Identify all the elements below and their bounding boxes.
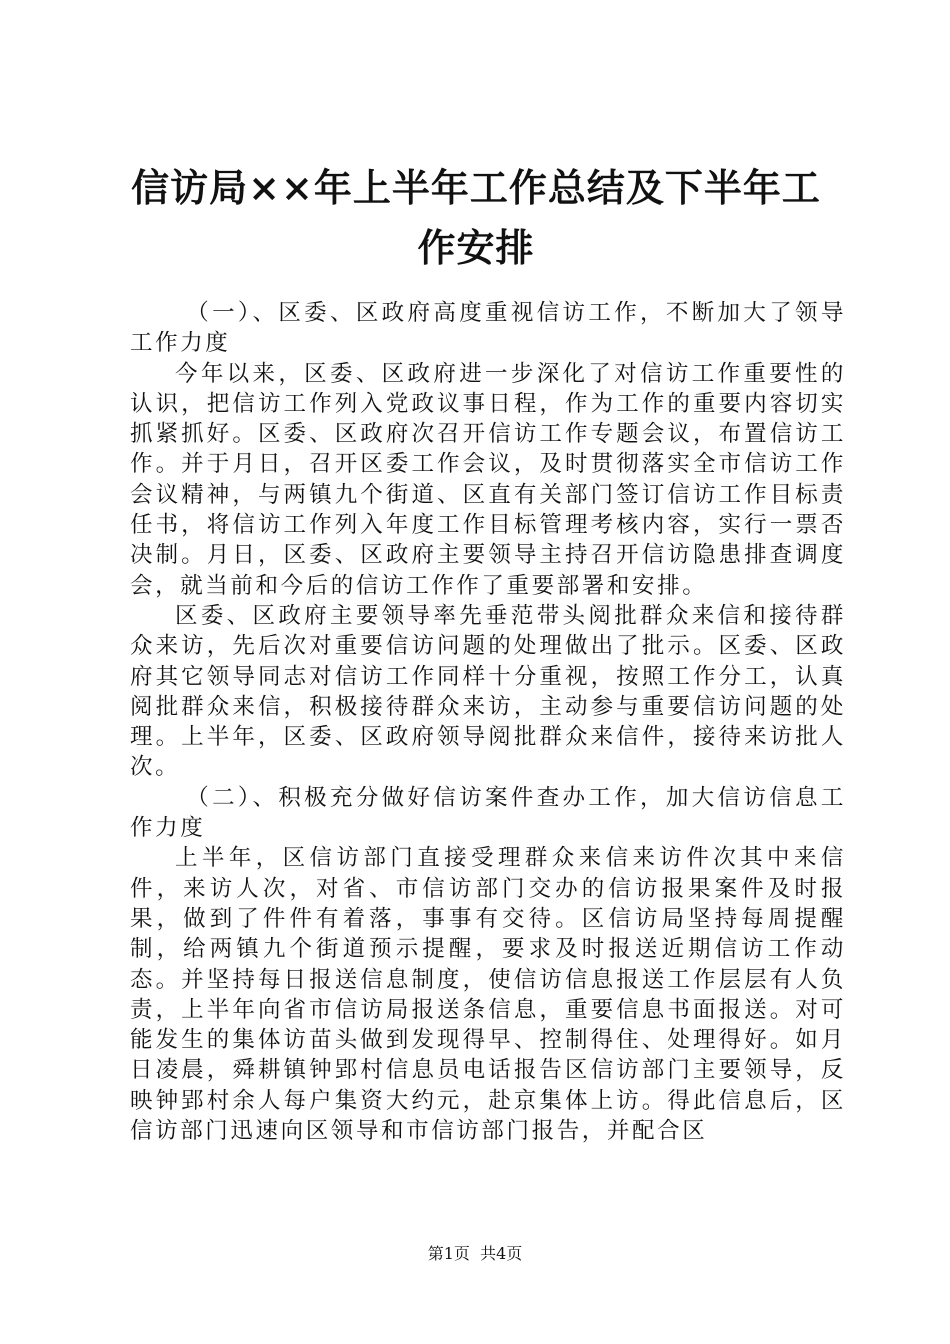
section-heading-1: （一）、区委、区政府高度重视信访工作，不断加大了领导工作力度 — [130, 300, 846, 357]
document-title: 信访局××年上半年工作总结及下半年工作安排 — [131, 165, 821, 270]
paragraph-1: 今年以来，区委、区政府进一步深化了对信访工作重要性的认识，把信访工作列入党政议事日程，作为工作的重要内容切实抓紧抓好。区委、区政府次召开信访工作专题会议，布置信访工作。并于月日，召开区委工作会议，及时贯彻落实全市信访工作会议精神，与两镇九个街道、区直有关部门签订信访工作目标责任书，将信访工作列入年度工作目标管理考核内容，实行一票否决制。月日，区委、区政府主要领导主持召开信访隐患排查调度会，就当前和今后的信访工作作了重要部署和安排。 — [130, 360, 846, 599]
page-footer — [0, 1242, 950, 1266]
section-heading-2: （二）、积极充分做好信访案件查办工作，加大信访信息工作力度 — [130, 784, 846, 842]
paragraph-2: 区委、区政府主要领导率先垂范带头阅批群众来信和接待群众来访，先后次对重要信访问题的处理做出了批示。区委、区政府其它领导同志对信访工作同样十分重视，按照工作分工，认真阅批群众来信，积极接待群众来访，主动参与重要信访问题的处理。上半年，区委、区政府领导阅批群众来信件，接待来访批人次。 — [130, 602, 846, 781]
footer-gap — [470, 1244, 480, 1263]
document-body — [130, 298, 846, 1146]
page-number: 第1页 — [427, 1244, 470, 1263]
paragraph-3: 上半年，区信访部门直接受理群众来信来访件次其中来信件，来访人次，对省、市信访部门交办的信访报果案件及时报果，做到了件件有着落，事事有交待。区信访局坚持每周提醒制，给两镇九个街道预示提醒，要求及时报送近期信访工作动态。并坚持每日报送信息制度，使信访信息报送工作层层有人负责，上半年向省市信访局报送条信息，重要信息书面报送。对可能发生的集体访苗头做到发现得早、控制得住、处理得好。如月日凌晨，舜耕镇钟郢村信息员电话报告区信访部门主要领导，反映钟郢村余人每户集资大约元，赴京集体上访。得此信息后，区信访部门迅速向区领导和市信访部门报告，并配合区 — [130, 845, 846, 1145]
page-total: 共4页 — [480, 1244, 523, 1263]
